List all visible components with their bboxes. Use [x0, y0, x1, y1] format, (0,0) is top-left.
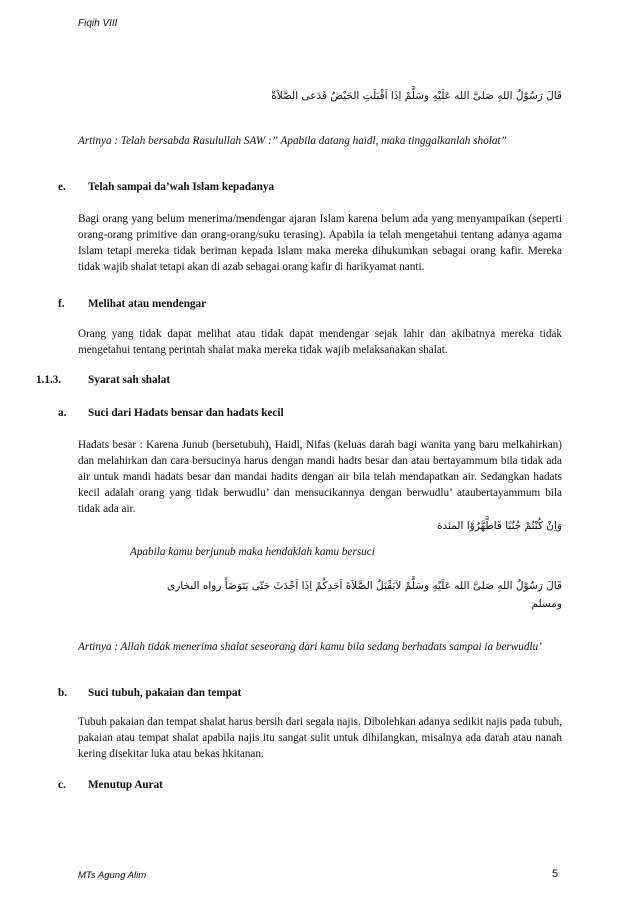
item-b-heading: Suci tubuh, pakaian dan tempat	[88, 687, 242, 699]
item-b-body: Tubuh pakaian dan tempat shalat harus bersih dari segala najis. Dibolehkan adanya sedikit najis pada tubuh, pakaian atau tempat shalat apabila najis itu sangat sulit untuk dihilangkan, misalnya ada darah atau nanah kering disekitar luka atau bekas hkitanan.	[78, 716, 562, 760]
item-a-heading: Suci dari Hadats bensar dan hadats kecil	[88, 407, 284, 419]
artinya-wudlu: Artinya : Allah tidak menerima shalat seseorang dari kamu bila sedang berhadats sampai ia berwudlu’	[78, 641, 542, 653]
footer-school: MTs Agung Alim	[78, 870, 147, 881]
item-f-body: Orang yang tidak dapat melihat atau tidak dapat mendengar sejak lahir dan akibatnya mereka tidak mengetahui tentang perintah shalat maka mereka tidak wajib melaksanakan shalat.	[78, 328, 562, 356]
item-e-marker: e.	[58, 181, 66, 193]
item-c-marker: c.	[58, 779, 66, 791]
section-title: Syarat sah shalat	[88, 374, 171, 386]
item-f-heading: Melihat atau mendengar	[88, 298, 207, 310]
artinya-haid: Artinya : Telah bersabda Rasulullah SAW :” Apabila datang haidl, maka tinggalkanlah sholat”	[78, 135, 507, 147]
item-f-marker: f.	[58, 298, 65, 310]
page-header: Fiqih VIII	[78, 18, 118, 29]
item-a-marker: a.	[58, 407, 67, 419]
item-b-marker: b.	[58, 687, 68, 699]
item-c-heading: Menutup Aurat	[88, 779, 163, 791]
arabic-hadith-wudlu-line1: قَالَ رَسُوْلُ اللهِ صَلىَّ الله عَلَيْهِ وسَلَّمْ لاَيَقْبَلُ الصَّلاَةَ اَحَدِكُمْ اِذَا اَحْدَثَ حَتّى يَتَوَضَأَ رواه البخارى	[167, 580, 562, 592]
arabic-hadith-wudlu-line2: ومسلم	[531, 598, 562, 610]
arabic-hadith-haid: قَالَ رَسُوْلُ اللهِ صَلىَّ الله عَلَيْهِ وسَلَّمْ اِذَا اَقْبَلَتِ الحَيْضُ فَدَعى الصَّلاَةْ	[271, 90, 562, 102]
arabic-quran-junub: وَاِنْ كُنْتُمْ جُنُبًا فَاطَّهَّرُوْا المئدة	[437, 520, 562, 532]
section-number: 1.1.3.	[36, 374, 62, 386]
item-e-body: Bagi orang yang belum menerima/mendengar ajaran Islam karena belum ada yang menyampaikan (seperti orang-orang primitive dan orang-orang/suku terasing). Apabila ia telah mengetahui tentang adanya agama Islam tetapi mereka tidak beriman kepada Islam maka mereka dihukumkan sebagai orang kafir. Mereka tidak wajib shalat tetapi akan di azab sebagai orang kafir di harikyamat nanti.	[78, 213, 562, 273]
item-e-heading: Telah sampai da’wah Islam kepadanya	[88, 181, 275, 193]
item-a-body: Hadats besar : Karena Junub (bersetubuh), Haidl, Nifas (keluas darah bagi wanita yang baru melkahirkan) dan melahirkan dan cara bersucinya harus dengan mandi hadts besar dan atau bertayammum bila tidak ada air untuk mandi hadats besar dan mandai hadits dengan air bila telah mendapatkan air. Sedangkan hadats kecil adalah orang yang tidak berwudlu’ dan mensucikannya dengan berwudlu’ ataubertayammum bila tidak ada air.	[78, 439, 562, 515]
translation-junub: Apabila kamu berjunub maka hendaklah kamu bersuci	[130, 546, 375, 558]
page-number: 5	[552, 868, 559, 880]
